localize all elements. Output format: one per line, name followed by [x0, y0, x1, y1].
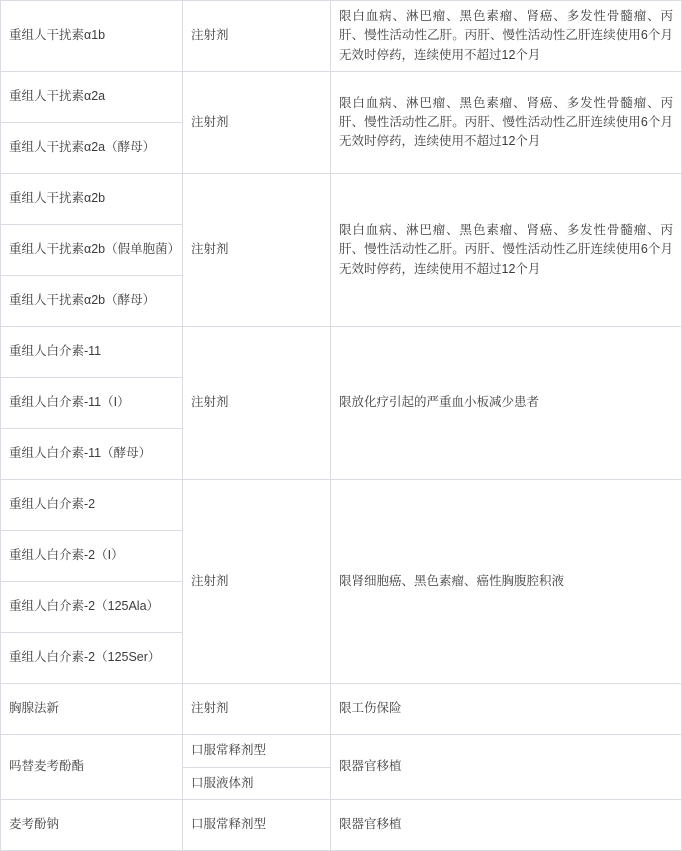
drug-name-cell: 吗替麦考酚酯 [1, 735, 183, 800]
drug-name-cell: 麦考酚钠 [1, 799, 183, 850]
limit-cell: 限工伤保险 [331, 684, 682, 735]
dosage-form-cell: 注射剂 [183, 480, 331, 684]
limit-cell: 限白血病、淋巴瘤、黑色素瘤、肾癌、多发性骨髓瘤、丙肝、慢性活动性乙肝。丙肝、慢性活动性乙肝连续使用6个月无效时停药，连续使用不超过12个月 [331, 72, 682, 174]
drug-name-cell: 重组人干扰素α2a [1, 72, 183, 123]
table-row [1, 174, 682, 225]
drug-name-cell: 重组人白介素-2（125Ser） [1, 633, 183, 684]
drug-name-cell: 重组人白介素-2 [1, 480, 183, 531]
dosage-form-cell: 注射剂 [183, 1, 331, 72]
dosage-form-cell: 注射剂 [183, 327, 331, 480]
table-row [1, 327, 682, 378]
dosage-form-cell: 注射剂 [183, 72, 331, 174]
drug-name-cell: 重组人白介素-2（I） [1, 531, 183, 582]
drug-name-cell: 重组人白介素-11（I） [1, 378, 183, 429]
dosage-form-cell: 口服常释剂型 [183, 735, 331, 767]
limit-cell: 限肾细胞癌、黑色素瘤、癌性胸腹腔积液 [331, 480, 682, 684]
limit-cell: 限器官移植 [331, 799, 682, 850]
drug-name-cell: 重组人干扰素α2b [1, 174, 183, 225]
drug-name-cell: 重组人干扰素α2a（酵母） [1, 123, 183, 174]
dosage-form-cell: 注射剂 [183, 684, 331, 735]
dosage-form-cell: 注射剂 [183, 174, 331, 327]
limit-cell: 限器官移植 [331, 735, 682, 800]
table-row [1, 480, 682, 531]
drug-name-cell: 重组人白介素-11（酵母） [1, 429, 183, 480]
table-row [1, 735, 682, 767]
table-row [1, 1, 682, 72]
table-row [1, 799, 682, 850]
dosage-form-cell: 口服常释剂型 [183, 799, 331, 850]
drug-name-cell: 重组人干扰素α1b [1, 1, 183, 72]
limit-cell: 限放化疗引起的严重血小板减少患者 [331, 327, 682, 480]
drug-name-cell: 重组人白介素-2（125Ala） [1, 582, 183, 633]
limit-cell: 限白血病、淋巴瘤、黑色素瘤、肾癌、多发性骨髓瘤、丙肝、慢性活动性乙肝。丙肝、慢性活动性乙肝连续使用6个月无效时停药，连续使用不超过12个月 [331, 1, 682, 72]
limit-cell: 限白血病、淋巴瘤、黑色素瘤、肾癌、多发性骨髓瘤、丙肝、慢性活动性乙肝。丙肝、慢性活动性乙肝连续使用6个月无效时停药，连续使用不超过12个月 [331, 174, 682, 327]
dosage-form-cell: 口服液体剂 [183, 767, 331, 799]
table-row [1, 72, 682, 123]
drug-name-cell: 重组人干扰素α2b（酵母） [1, 276, 183, 327]
table-row [1, 684, 682, 735]
drug-name-cell: 重组人干扰素α2b（假单胞菌） [1, 225, 183, 276]
drug-name-cell: 胸腺法新 [1, 684, 183, 735]
drug-name-cell: 重组人白介素-11 [1, 327, 183, 378]
